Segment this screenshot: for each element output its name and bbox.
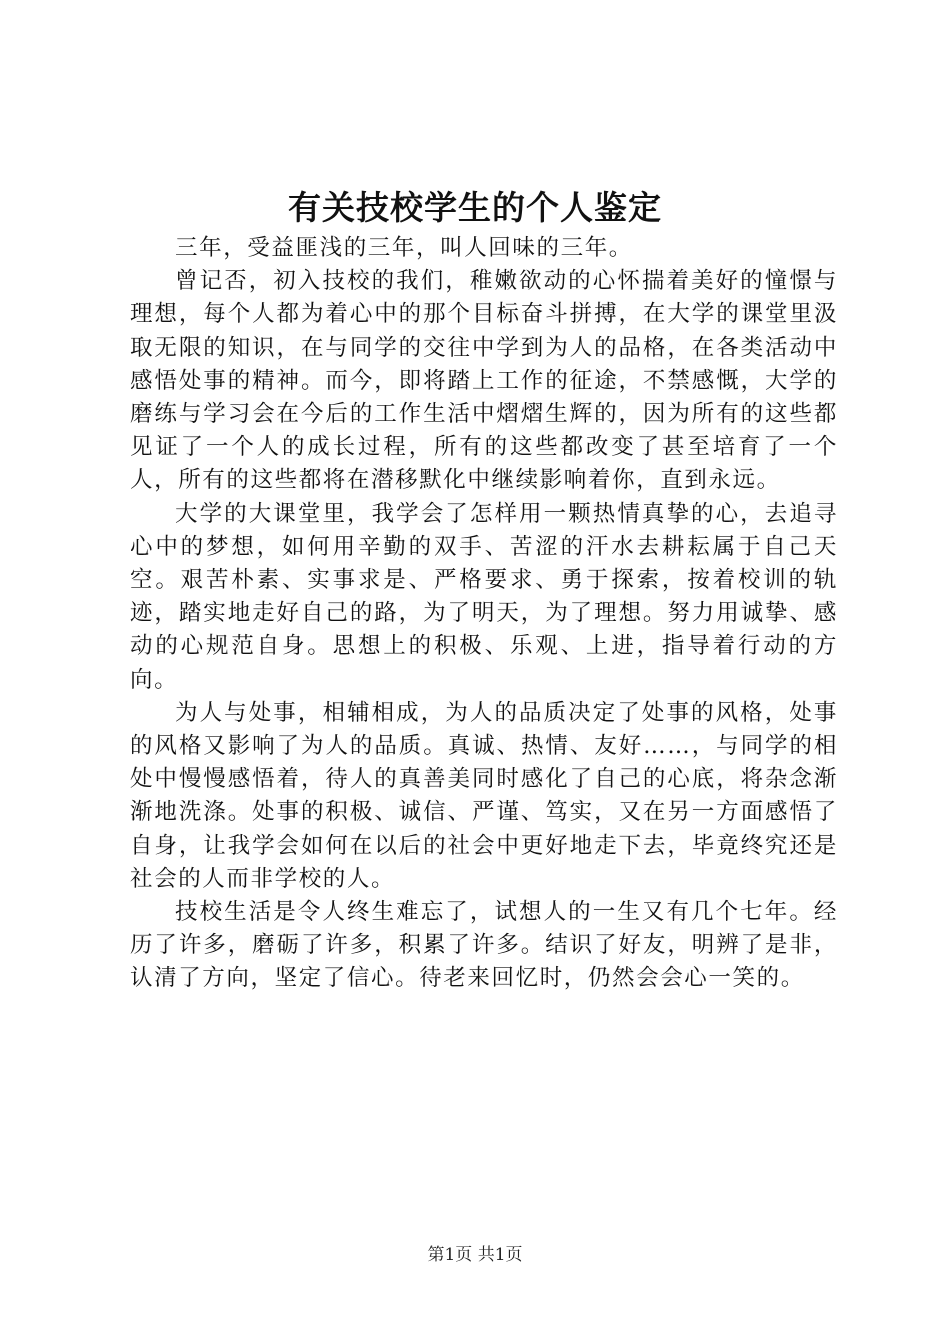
- document-body: [130, 232, 838, 996]
- page-footer: 第1页 共1页: [427, 1245, 523, 1265]
- paragraph-1: 三年，受益匪浅的三年，叫人回味的三年。: [175, 235, 633, 261]
- document-title: 有关技校学生的个人鉴定: [288, 188, 662, 227]
- paragraph-5: 技校生活是令人终生难忘了，试想人的一生又有几个七年。经历了许多，磨砺了许多，积累了许多。结识了好友，明辨了是非，认清了方向，坚定了信心。待老来回忆时，仍然会会心一笑的。: [130, 899, 838, 992]
- paragraph-4: 为人与处事，相辅相成，为人的品质决定了处事的风格，处事的风格又影响了为人的品质。真诚、热情、友好……，与同学的相处中慢慢感悟着，待人的真善美同时感化了自己的心底，将杂念渐渐地洗涤。处事的积极、诚信、严谨、笃实，又在另一方面感悟了自身，让我学会如何在以后的社会中更好地走下去，毕竟终究还是社会的人而非学校的人。: [130, 699, 838, 892]
- paragraph-2: 曾记否，初入技校的我们，稚嫩欲动的心怀揣着美好的憧憬与理想，每个人都为着心中的那个目标奋斗拼搏，在大学的课堂里汲取无限的知识，在与同学的交往中学到为人的品格，在各类活动中感悟处事的精神。而今，即将踏上工作的征途，不禁感慨，大学的磨练与学习会在今后的工作生活中熠熠生辉的，因为所有的这些都见证了一个人的成长过程，所有的这些都改变了甚至培育了一个人，所有的这些都将在潜移默化中继续影响着你，直到永远。: [130, 268, 838, 494]
- paragraph-3: 大学的大课堂里，我学会了怎样用一颗热情真挚的心，去追寻心中的梦想，如何用辛勤的双手、苦涩的汗水去耕耘属于自己天空。艰苦朴素、实事求是、严格要求、勇于探索，按着校训的轨迹，踏实地走好自己的路，为了明天，为了理想。努力用诚挚、感动的心规范自身。思想上的积极、乐观、上进，指导着行动的方向。: [130, 500, 838, 693]
